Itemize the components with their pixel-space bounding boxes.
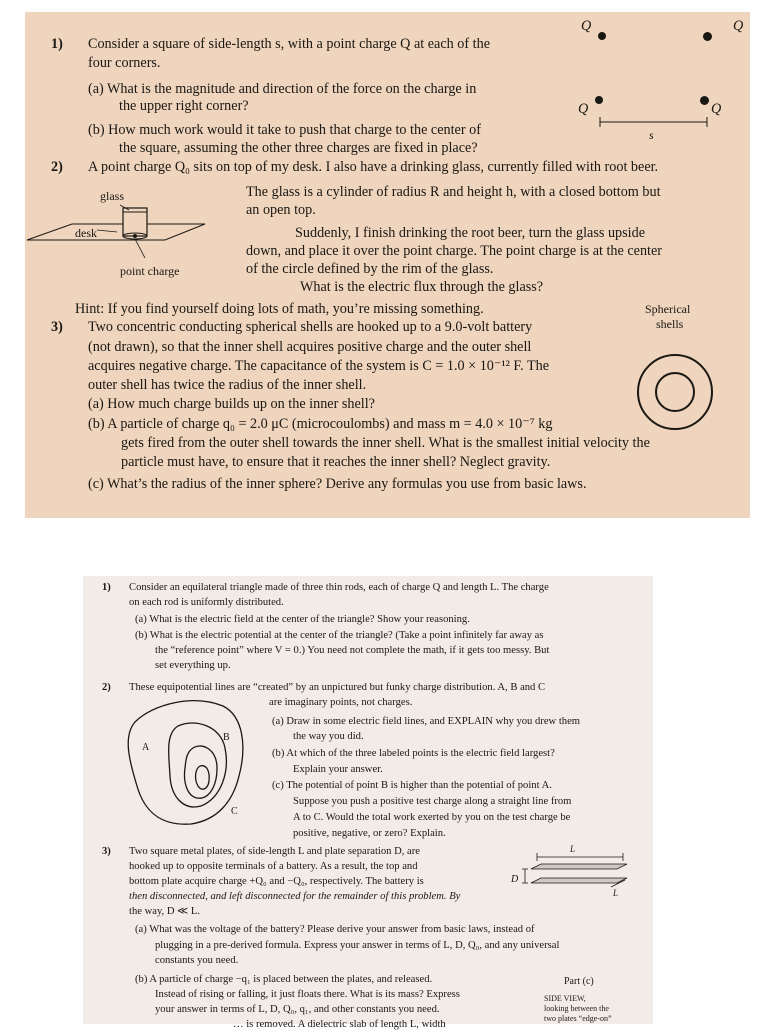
problem-2b-line: Explain your answer. [293, 764, 383, 775]
spherical-shells-label: Spherical [645, 302, 691, 316]
problem-2-line: of the circle defined by the rim of the glass. [246, 261, 494, 277]
problem-3a-line: (a) What was the voltage of the battery? Please derive your answer from basic laws, instead of [135, 924, 535, 935]
problem-3b-line: particle must have, to ensure that it reaches the inner shell? Neglect gravity. [121, 454, 551, 470]
problem-2-line: an open top. [246, 202, 316, 218]
concentric-shells-diagram [625, 342, 725, 442]
problem-2c-line: (c) The potential of point B is higher than the potential of point A. [272, 780, 552, 791]
problem-1-number: 1) [51, 36, 63, 52]
side-view-caption: two plates “edge-on” [544, 1014, 612, 1023]
problem-3-line: Two square metal plates, of side-length L and plate separation D, are [129, 846, 420, 857]
parallel-plates-diagram [83, 576, 653, 906]
problem-3-line: hooked up to opposite terminals of a battery. As a result, the top and [129, 861, 418, 872]
plate-separation-label: D [511, 874, 519, 885]
problem-2c-line: positive, negative, or zero? Explain. [293, 828, 446, 839]
problem-2-line: A point charge Q₀ sits on top of my desk. I also have a drinking glass, currently filled with root beer. [88, 159, 659, 175]
problem-2-number: 2) [102, 682, 111, 693]
problem-2b-line: (b) At which of the three labeled points is the electric field largest? [272, 748, 555, 759]
charge-label-q: Q [578, 101, 589, 117]
problem-3c-line: … is removed. A dielectric slab of length L, width [233, 1019, 446, 1030]
point-a-label: A [142, 742, 150, 753]
problem-2a-line: (a) Draw in some electric field lines, and EXPLAIN why you drew them [272, 716, 581, 727]
plate-side-length-label: L [613, 888, 619, 898]
charge-label-q: Q [581, 18, 592, 34]
charge-label-q: Q [733, 18, 744, 34]
problem-1-line: on each rod is uniformly distributed. [129, 597, 284, 608]
problem-2-line: These equipotential lines are “created” by an unpictured but funky charge distribution. A, B and C [129, 682, 546, 693]
glass-on-desk-diagram [25, 12, 255, 282]
problem-3a-line: plugging in a pre-derived formula. Express your answer in terms of L, D, Q₀, and any universal [155, 940, 560, 951]
problem-3-line: Two concentric conducting spherical shells are hooked up to a 9.0-volt battery [88, 319, 533, 335]
problem-1b-line: the “reference point” where V = 0.) You need not complete the math, if it gets too messy. But [155, 645, 550, 656]
problem-1-line: Consider an equilateral triangle made of three thin rods, each of charge Q and length L. The charge [129, 582, 549, 593]
problem-3b-line: your answer in terms of L, D, Q₀, q₁, and other constants you need. [155, 1004, 440, 1015]
problem-3b-line: (b) A particle of charge q₀ = 2.0 μC (microcoulombs) and mass m = 4.0 × 10⁻⁷ kg [88, 416, 553, 432]
problem-2-line: are imaginary points, not charges. [269, 697, 413, 708]
problem-2c-line: A to C. Would the total work exerted by you on the test charge be [293, 812, 571, 823]
problem-3a-line: constants you need. [155, 955, 239, 966]
problem-2c-line: Suppose you push a positive test charge along a straight line from [293, 796, 572, 807]
problem-1b-line: (b) How much work would it take to push that charge to the center of [88, 122, 481, 138]
problem-1a-line: (a) What is the electric field at the center of the triangle? Show your reasoning. [135, 614, 470, 625]
top-worksheet-photo [25, 12, 750, 518]
desk-label: desk [75, 226, 97, 240]
glass-label: glass [100, 189, 124, 203]
problem-1-number: 1) [102, 582, 111, 593]
problem-1b-line: the square, assuming the other three charges are fixed in place? [119, 140, 478, 156]
side-length-label: s [649, 128, 654, 142]
problem-3c-line: (c) What’s the radius of the inner sphere? Derive any formulas you use from basic laws. [88, 476, 587, 492]
problem-1-line: four corners. [88, 55, 161, 71]
side-view-caption: looking between the [544, 1004, 609, 1013]
side-view-caption: SIDE VIEW, [544, 994, 586, 1003]
point-charge-label: point charge [120, 264, 180, 278]
problem-1a-line: the upper right corner? [119, 98, 249, 114]
point-c-label: C [231, 806, 238, 817]
problem-1a-line: (a) What is the magnitude and direction of the force on the charge in [88, 81, 477, 97]
problem-3b-line: (b) A particle of charge −q₁ is placed between the plates, and released. [135, 974, 433, 985]
problem-1b-line: set everything up. [155, 660, 231, 671]
problem-2-number: 2) [51, 159, 63, 175]
problem-2-line: down, and place it over the point charge. The point charge is at the center [246, 243, 663, 259]
problem-3b-line: gets fired from the outer shell towards the inner shell. What is the smallest initial velocity the [121, 435, 650, 451]
spherical-shells-label: shells [656, 317, 684, 331]
problem-3-line: outer shell has twice the radius of the inner shell. [88, 377, 367, 393]
problem-3-line: the way, D ≪ L. [129, 906, 201, 917]
problem-3-number: 3) [51, 319, 63, 335]
problem-3-line: bottom plate acquire charge +Q₀ and −Q₀, respectively. The battery is [129, 876, 424, 887]
part-c-label: Part (c) [564, 976, 594, 987]
problem-2a-line: the way you did. [293, 731, 364, 742]
problem-3-number: 3) [102, 846, 111, 857]
problem-3-line: then disconnected, and left disconnected for the remainder of this problem. By [129, 891, 461, 902]
problem-2-question: What is the electric flux through the glass? [300, 279, 544, 295]
bottom-worksheet-photo [83, 576, 653, 1030]
problem-2-line: The glass is a cylinder of radius R and height h, with a closed bottom but [246, 184, 661, 200]
plate-length-label: L [570, 844, 576, 854]
problem-2-line: Suddenly, I finish drinking the root beer, turn the glass upside [295, 225, 645, 241]
charge-label-q: Q [711, 101, 722, 117]
problem-3-line: acquires negative charge. The capacitance of the system is C = 1.0 × 10⁻¹² F. The [88, 358, 550, 374]
problem-1-line: Consider a square of side-length s, with a point charge Q at each of the [88, 36, 490, 52]
problem-3-line: (not drawn), so that the inner shell acquires positive charge and the outer shell [88, 339, 532, 355]
problem-3b-line: Instead of rising or falling, it just floats there. What is its mass? Express [155, 989, 460, 1000]
problem-2-hint: Hint: If you find yourself doing lots of math, you’re missing something. [75, 301, 484, 317]
point-b-label: B [223, 732, 230, 743]
problem-1b-line: (b) What is the electric potential at the center of the triangle? (Take a point infinitely far away as [135, 630, 544, 641]
problem-3a-line: (a) How much charge builds up on the inner shell? [88, 396, 375, 412]
